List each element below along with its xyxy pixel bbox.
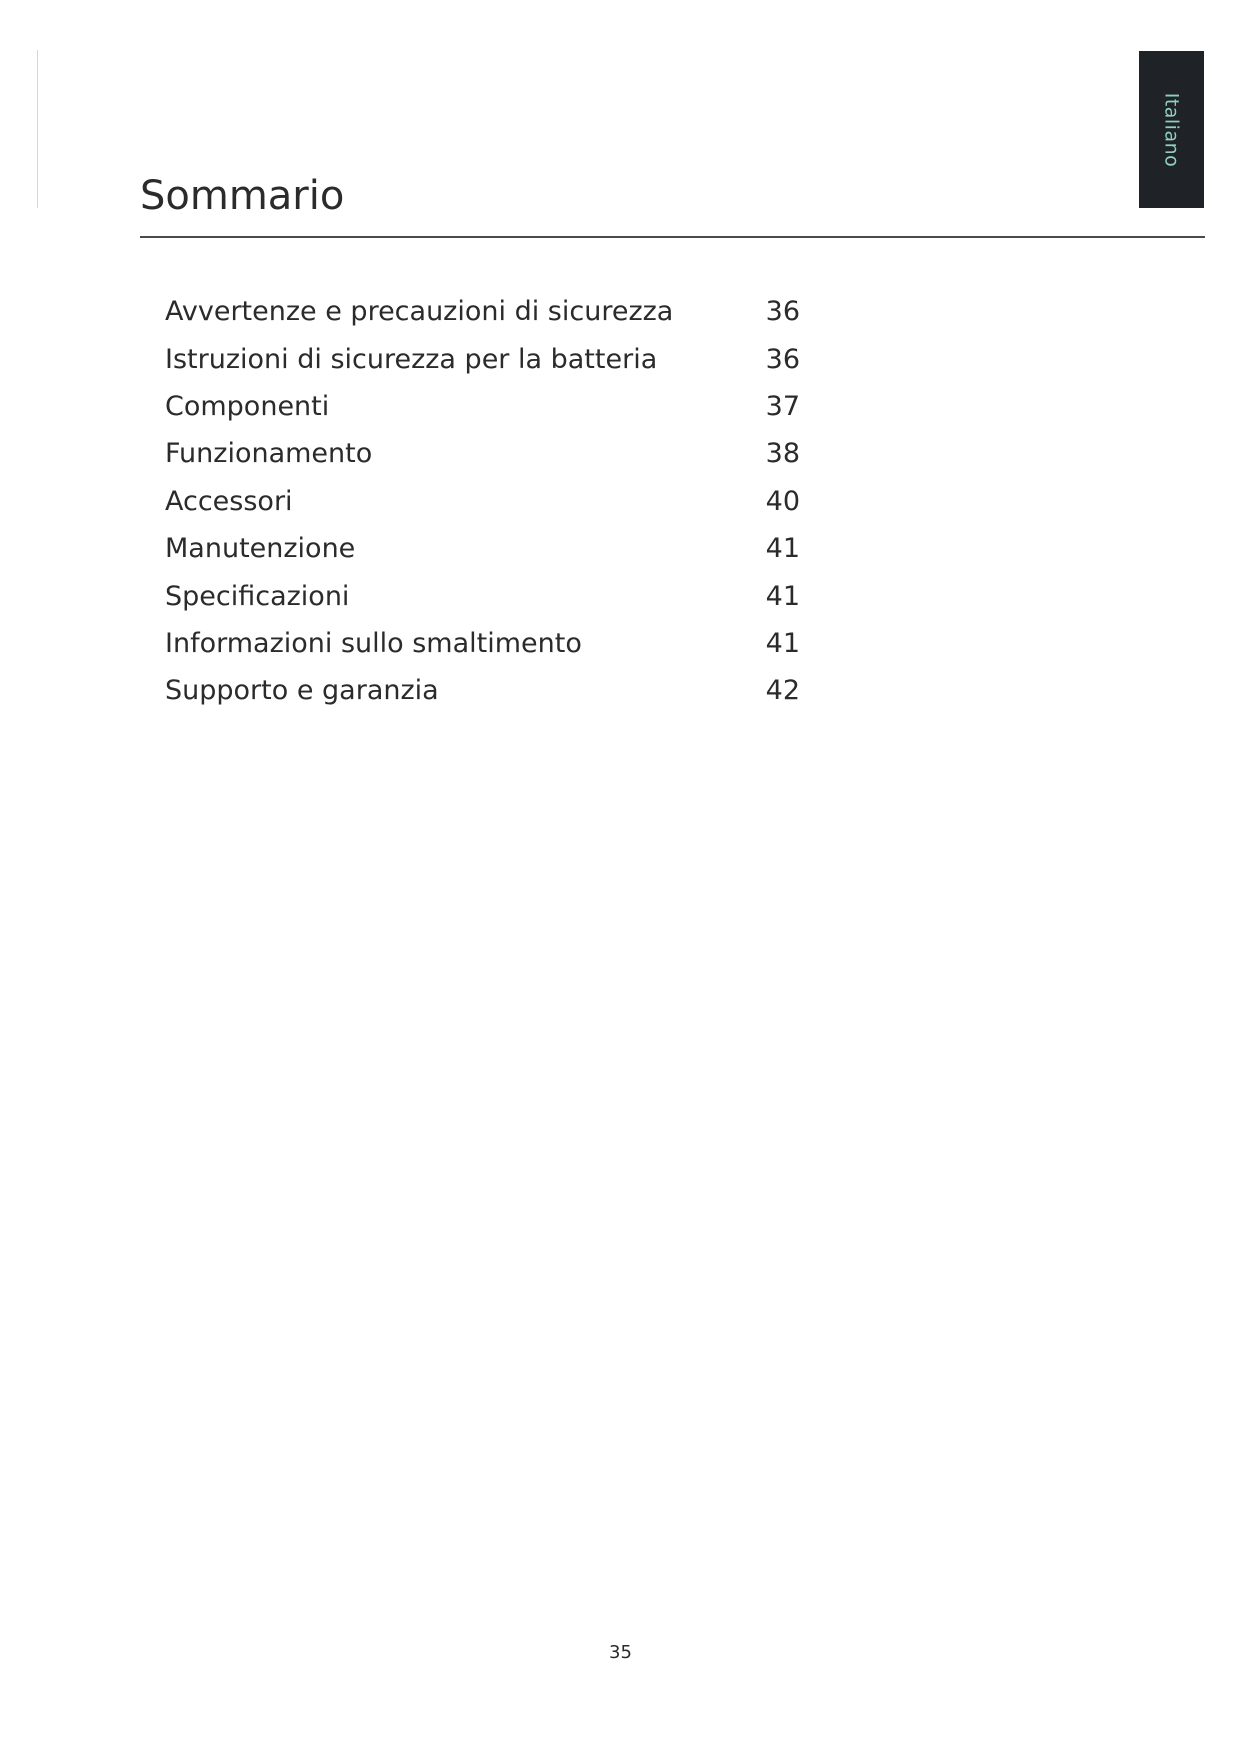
toc-entry-label: Avvertenze e precauzioni di sicurezza <box>165 296 674 328</box>
toc-entry-istruzioni-batteria[interactable] <box>165 335 800 382</box>
toc-entry-label: Manutenzione <box>165 533 356 565</box>
toc-entry-page: 41 <box>765 627 800 659</box>
toc-entry-label: Accessori <box>165 485 293 517</box>
toc-entry-page: 36 <box>765 343 800 375</box>
toc-entry-label: Componenti <box>165 390 330 422</box>
table-of-contents <box>165 288 800 715</box>
toc-entry-page: 37 <box>765 390 800 422</box>
toc-entry-manutenzione[interactable] <box>165 525 800 572</box>
toc-entry-funzionamento[interactable] <box>165 430 800 477</box>
toc-entry-smaltimento[interactable] <box>165 620 800 667</box>
toc-entry-page: 41 <box>765 533 800 565</box>
language-tab-label: Italiano <box>1160 92 1183 167</box>
toc-entry-label: Istruzioni di sicurezza per la batteria <box>165 343 658 375</box>
toc-entry-label: Informazioni sullo smaltimento <box>165 627 582 659</box>
toc-entry-label: Supporto e garanzia <box>165 675 439 707</box>
page-number: 35 <box>609 1642 632 1663</box>
toc-entry-page: 40 <box>765 485 800 517</box>
toc-entry-page: 41 <box>765 580 800 612</box>
title-divider <box>140 236 1205 238</box>
toc-entry-page: 36 <box>765 296 800 328</box>
language-tab <box>1139 51 1204 208</box>
toc-entry-page: 42 <box>765 675 800 707</box>
toc-entry-label: Specificazioni <box>165 580 350 612</box>
toc-entry-specificazioni[interactable] <box>165 572 800 619</box>
page-title: Sommario <box>140 173 345 219</box>
toc-entry-componenti[interactable] <box>165 383 800 430</box>
toc-entry-label: Funzionamento <box>165 438 373 470</box>
toc-entry-page: 38 <box>765 438 800 470</box>
toc-entry-avvertenze[interactable] <box>165 288 800 335</box>
toc-entry-supporto-garanzia[interactable] <box>165 667 800 714</box>
left-margin-line <box>37 50 38 208</box>
toc-entry-accessori[interactable] <box>165 478 800 525</box>
